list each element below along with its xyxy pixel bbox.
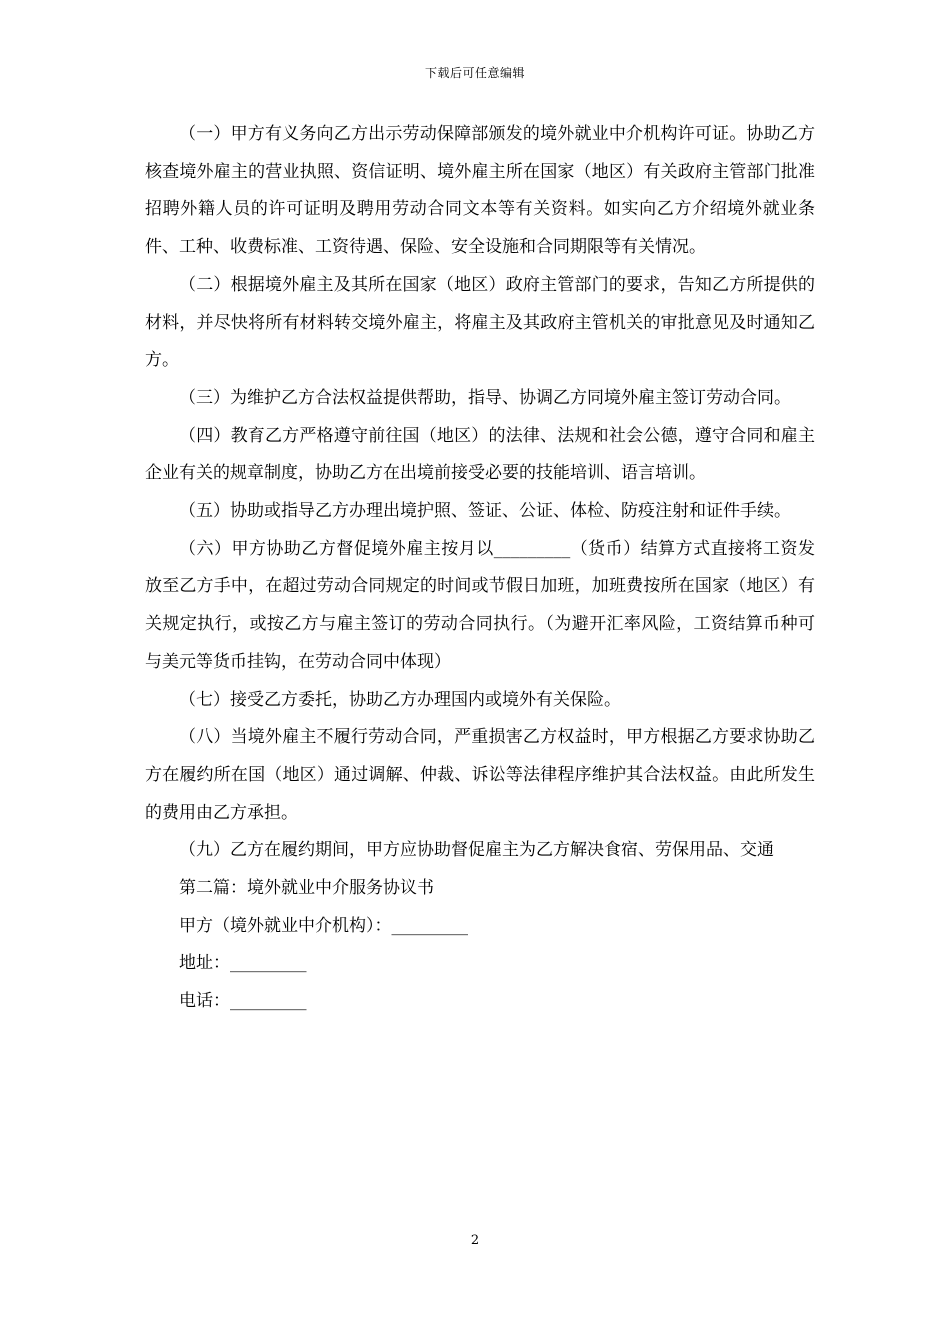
paragraph-5: （五）协助或指导乙方办理出境护照、签证、公证、体检、防疫注射和证件手续。 <box>179 501 791 522</box>
header-note: 下载后可任意编辑 <box>424 66 525 80</box>
paragraph-7: （七）接受乙方委托，协助乙方办理国内或境外有关保险。 <box>179 689 621 710</box>
paragraph-6: （六）甲方协助乙方督促境外雇主按月以_________（货币）结算方式直接将工资发放至乙方手中，在超过劳动合同规定的时间或节假日加班，加班费按所在国家（地区）有关规定执行，或按乙方与雇主签订的劳动合同执行。（为避开汇率风险，工资结算币种可与美元等货币挂钩，在劳动合同中体现） <box>145 538 815 672</box>
document-body <box>145 116 815 1021</box>
paragraph-4: （四）教育乙方严格遵守前往国（地区）的法律、法规和社会公德，遵守合同和雇主企业有关的规章制度，协助乙方在出境前接受必要的技能培训、语言培训。 <box>145 425 815 484</box>
paragraph-2: （二）根据境外雇主及其所在国家（地区）政府主管部门的要求，告知乙方所提供的材料，并尽快将所有材料转交境外雇主，将雇主及其政府主管机关的审批意见及时通知乙方。 <box>145 274 815 371</box>
party-a-field: 甲方（境外就业中介机构）：_________ <box>179 915 468 936</box>
address-field: 地址：_________ <box>179 953 307 974</box>
paragraph-8: （八）当境外雇主不履行劳动合同，严重损害乙方权益时，甲方根据乙方要求协助乙方在履约所在国（地区）通过调解、仲裁、诉讼等法律程序维护其合法权益。由此所发生的费用由乙方承担。 <box>145 727 815 823</box>
paragraph-3: （三）为维护乙方合法权益提供帮助，指导、协调乙方同境外雇主签订劳动合同。 <box>179 387 791 408</box>
section-title: 第二篇：境外就业中介服务协议书 <box>179 878 434 899</box>
phone-field: 电话：_________ <box>179 991 307 1012</box>
page-number: 2 <box>470 1233 480 1248</box>
paragraph-9: （九）乙方在履约期间，甲方应协助督促雇主为乙方解决食宿、劳保用品、交通 <box>179 840 774 861</box>
paragraph-1: （一）甲方有义务向乙方出示劳动保障部颁发的境外就业中介机构许可证。协助乙方核查境外雇主的营业执照、资信证明、境外雇主所在国家（地区）有关政府主管部门批准招聘外籍人员的许可证明及聘用劳动合同文本等有关资料。如实向乙方介绍境外就业条件、工种、收费标准、工资待遇、保险、安全设施和合同期限等有关情况。 <box>145 124 815 258</box>
